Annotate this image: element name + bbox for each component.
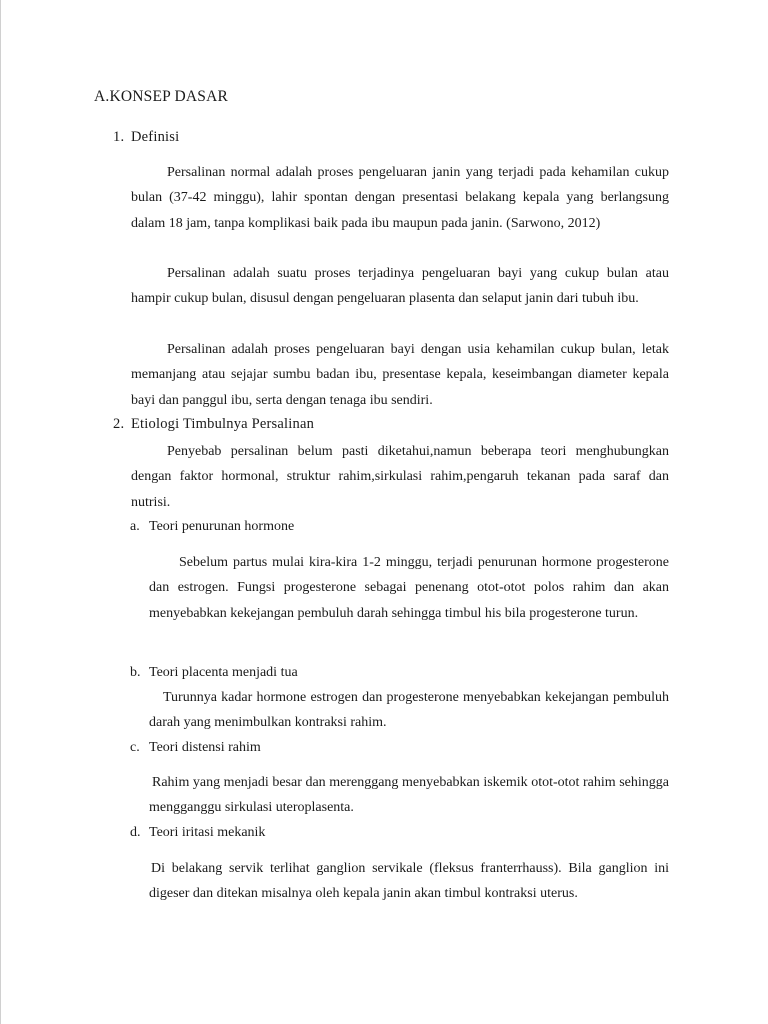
subsection-c-label: Teori distensi rahim [149, 740, 261, 755]
subsection-b-text: Turunnya kadar hormone estrogen dan progesterone menyebabkan kekejangan pembuluh darah yang menimbulkan kontraksi rahim. [149, 690, 669, 731]
subsection-a-label: Teori penurunan hormone [149, 519, 295, 534]
etiology-intro-text: Penyebab persalinan belum pasti diketahui,namun beberapa teori menghubungkan dengan faktor hormonal, struktur rahim,sirkulasi rahim,pengaruh tekanan pada saraf dan nutrisi. [131, 444, 669, 510]
subsection-c-text: Rahim yang menjadi besar dan merenggang menyebabkan iskemik otot-otot rahim sehingga mengganggu sirkulasi uteroplasenta. [149, 775, 669, 816]
subsection-d-letter: d. [130, 825, 141, 840]
subsection-d-label: Teori iritasi mekanik [149, 825, 266, 840]
section-2-label: Etiologi Timbulnya Persalinan [131, 416, 315, 432]
subsection-b-title [130, 665, 298, 681]
definition-paragraph-3 [131, 337, 669, 413]
subsection-d-title [130, 825, 265, 841]
subsection-c-letter: c. [130, 740, 140, 755]
subsection-b-paragraph [149, 685, 669, 736]
section-2-number: 2. [113, 416, 125, 432]
definition-paragraph-2-text: Persalinan adalah suatu proses terjadinya pengeluaran bayi yang cukup bulan atau hampir cukup bulan, disusul dengan pengeluaran plasenta dan selaput janin dari tubuh ibu. [131, 266, 669, 307]
subsection-a-text: Sebelum partus mulai kira-kira 1-2 minggu, terjadi penurunan hormone progesterone dan estrogen. Fungsi progesterone sebagai penenang otot-otot polos rahim dan akan menyebabkan kekejangan pembuluh darah sehingga timbul his bila progesterone turun. [149, 555, 669, 621]
section-heading: A.KONSEP DASAR [94, 88, 228, 105]
etiology-intro-paragraph [131, 439, 669, 515]
section-1-title [113, 129, 179, 146]
subsection-d-text: Di belakang servik terlihat ganglion servikale (fleksus franterrhauss). Bila ganglion ini digeser dan ditekan misalnya oleh kepala janin akan timbul kontraksi uterus. [149, 861, 669, 902]
subsection-a-paragraph [149, 550, 669, 626]
subsection-a-letter: a. [130, 519, 140, 534]
subsection-b-label: Teori placenta menjadi tua [149, 665, 298, 680]
definition-paragraph-2 [131, 261, 669, 312]
subsection-c-title [130, 740, 261, 756]
subsection-b-letter: b. [130, 665, 141, 680]
section-2-title [113, 416, 314, 433]
section-1-number: 1. [113, 129, 125, 145]
subsection-c-paragraph [149, 770, 669, 821]
definition-paragraph-1 [131, 160, 669, 236]
definition-paragraph-1-text: Persalinan normal adalah proses pengeluaran janin yang terjadi pada kehamilan cukup bulan (37-42 minggu), lahir spontan dengan presentasi belakang kepala yang berlangsung dalam 18 jam, tanpa komplikasi baik pada ibu maupun pada janin. (Sarwono, 2012) [131, 165, 669, 231]
section-1-label: Definisi [131, 129, 180, 145]
definition-paragraph-3-text: Persalinan adalah proses pengeluaran bayi dengan usia kehamilan cukup bulan, letak memanjang atau sejajar sumbu badan ibu, presentase kepala, keseimbangan diameter kepala bayi dan panggul ibu, serta dengan tenaga ibu sendiri. [131, 342, 669, 408]
subsection-d-paragraph [149, 856, 669, 907]
subsection-a-title [130, 519, 294, 535]
